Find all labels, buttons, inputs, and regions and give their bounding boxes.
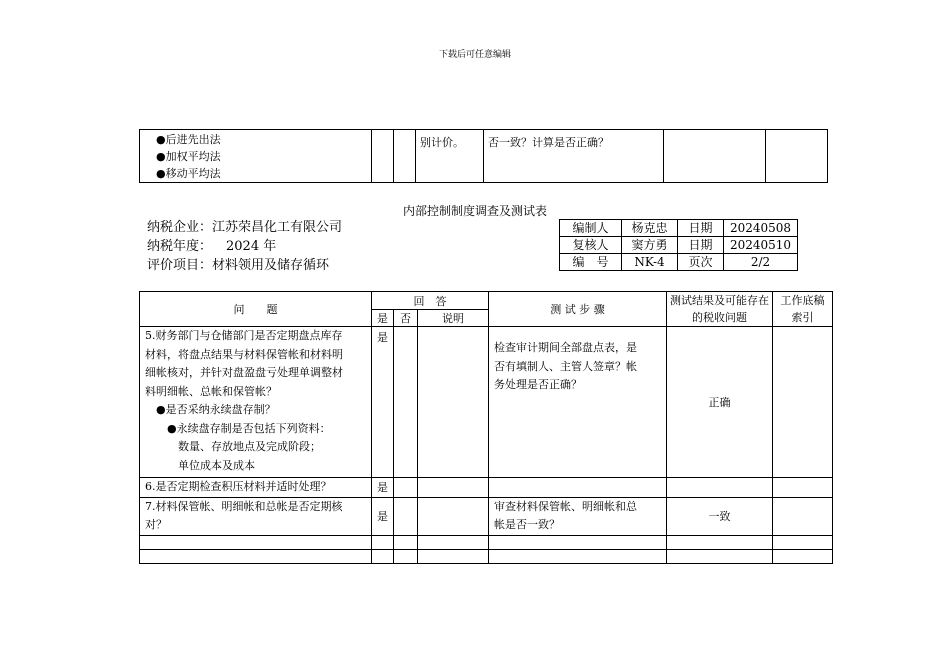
empty-cell xyxy=(418,549,489,563)
empty-cell xyxy=(773,535,833,549)
header-question: 问 题 xyxy=(140,292,372,327)
meta-label: 复核人 xyxy=(560,237,622,254)
company-info xyxy=(147,218,342,275)
empty-cell xyxy=(394,549,418,563)
empty-cell xyxy=(664,130,766,183)
project-value: 材料领用及储存循环 xyxy=(212,258,330,273)
note-cell: 别计价。 xyxy=(416,130,484,183)
header-result: 测试结果及可能存在的税收问题 xyxy=(667,292,773,327)
empty-cell xyxy=(667,535,773,549)
meta-table xyxy=(559,219,798,271)
empty-cell xyxy=(489,549,667,563)
bullet-item: ●后进先出法 xyxy=(156,133,221,146)
bullet-cell xyxy=(140,130,372,183)
steps-cell xyxy=(489,478,667,498)
meta-value: 杨克忠 xyxy=(622,220,678,237)
table-row xyxy=(140,327,833,478)
yes-cell: 是 xyxy=(372,478,394,498)
no-cell xyxy=(394,327,418,478)
meta-value: 20240510 xyxy=(724,237,798,254)
table-row xyxy=(140,549,833,563)
project-label: 评价项目： xyxy=(147,258,213,273)
header-steps: 测 试 步 骤 xyxy=(489,292,667,327)
table-row xyxy=(140,478,833,498)
empty-cell xyxy=(394,535,418,549)
header-answer: 回 答 xyxy=(372,292,489,310)
table-row xyxy=(140,497,833,535)
empty-cell xyxy=(418,535,489,549)
header-note: 下载后可任意编辑 xyxy=(438,50,511,60)
yes-cell: 是 xyxy=(372,497,394,535)
meta-label: 日期 xyxy=(678,237,724,254)
header-note: 说明 xyxy=(418,310,489,327)
note-cell xyxy=(418,497,489,535)
ref-cell xyxy=(773,478,833,498)
meta-value: NK-4 xyxy=(622,254,678,271)
ref-cell xyxy=(773,327,833,478)
year-label: 纳税年度： xyxy=(147,239,213,254)
result-cell xyxy=(667,478,773,498)
meta-value: 2/2 xyxy=(724,254,798,271)
control-test-table xyxy=(139,291,833,564)
bullet-item: ●加权平均法 xyxy=(156,150,221,163)
meta-label: 编制人 xyxy=(560,220,622,237)
taxpayer-label: 纳税企业： xyxy=(147,220,213,235)
meta-label: 编 号 xyxy=(560,254,622,271)
bullet-item: ●移动平均法 xyxy=(156,167,221,180)
empty-cell xyxy=(766,130,828,183)
question-cell: 7.材料保管帐、明细帐和总帐是否定期核 对？ xyxy=(140,497,372,535)
no-cell xyxy=(394,478,418,498)
header-ref: 工作底稿索引 xyxy=(773,292,833,327)
form-title: 内部控制制度调查及测试表 xyxy=(402,204,547,218)
header-no: 否 xyxy=(394,310,418,327)
yes-cell: 是 xyxy=(372,327,394,478)
no-cell xyxy=(394,497,418,535)
question-cell: 5.财务部门与仓储部门是否定期盘点库存 材料，将盘点结果与材料保管帐和材料明 细帐核对，并针对盘盈盘亏处理单调整材 料明细帐、总帐和保管帐？ ●是否采纳永续盘存制？ ●永续盘存制是否包括下列资料： 数量、存放地点及完成阶段； 单位成本及成本 xyxy=(140,327,372,478)
note-cell xyxy=(418,478,489,498)
result-cell: 一致 xyxy=(667,497,773,535)
steps-cell: 检查审计期间全部盘点表，是 否有填制人、主管人签章？帐 务处理是否正确？ xyxy=(489,327,667,478)
empty-cell xyxy=(394,130,416,183)
empty-cell xyxy=(372,549,394,563)
meta-value: 窦方勇 xyxy=(622,237,678,254)
year-value: 2024 年 xyxy=(226,239,277,254)
ref-cell xyxy=(773,497,833,535)
steps-cell: 审查材料保管帐、明细帐和总 帐是否一致？ xyxy=(489,497,667,535)
result-cell: 正确 xyxy=(667,327,773,478)
meta-label: 页次 xyxy=(678,254,724,271)
empty-cell xyxy=(140,535,372,549)
empty-cell xyxy=(372,535,394,549)
empty-cell xyxy=(667,549,773,563)
continuation-table xyxy=(139,129,828,183)
empty-cell xyxy=(489,535,667,549)
question-cell: 6.是否定期检查积压材料并适时处理？ xyxy=(140,478,372,498)
taxpayer-value: 江苏荣昌化工有限公司 xyxy=(212,220,343,235)
empty-cell xyxy=(773,549,833,563)
empty-cell xyxy=(372,130,394,183)
header-yes: 是 xyxy=(372,310,394,327)
empty-cell xyxy=(140,549,372,563)
meta-label: 日期 xyxy=(678,220,724,237)
table-row xyxy=(140,535,833,549)
note-cell xyxy=(418,327,489,478)
meta-value: 20240508 xyxy=(724,220,798,237)
steps-cell: 否一致？计算是否正确？ xyxy=(484,130,664,183)
